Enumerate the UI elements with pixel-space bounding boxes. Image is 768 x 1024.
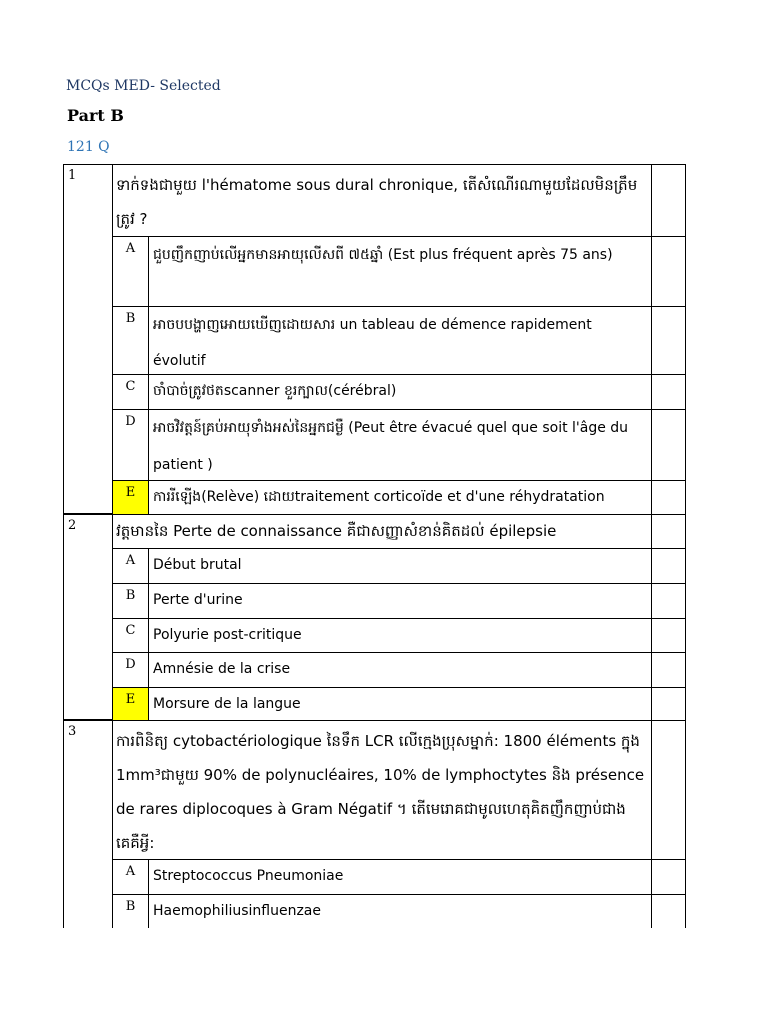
question-text: វត្តមាននៃ Perte de connaissance គឺជាសញ្ញាសំខាន់គិតដល់ épilepsie [116, 522, 557, 540]
question-number: 2 [68, 518, 77, 533]
answer-cell[interactable] [651, 306, 686, 375]
question-row [63, 514, 686, 720]
question-count: 121 Q [67, 139, 110, 155]
question-text: ទាក់ទងជាមួយ l'hématome sous dural chronique, តើសំណើរណាមួយដែលមិនត្រឹមត្រូវ ? [116, 176, 638, 228]
question-row [63, 720, 686, 928]
option-text: អាចបបង្ហាញអោយឃើញដោយសារ un tableau de démence rapidement évolutif [153, 317, 592, 369]
option-letter: E [113, 481, 149, 514]
option-letter: B [113, 584, 149, 618]
option-row[interactable] [112, 236, 652, 307]
answer-cell[interactable] [651, 720, 686, 860]
option-row[interactable] [112, 409, 652, 481]
answer-cell[interactable] [651, 480, 686, 515]
question-text-cell [112, 514, 652, 549]
answer-cell[interactable] [651, 687, 686, 721]
option-letter: A [113, 860, 149, 894]
option-text: Perte d'urine [153, 592, 243, 608]
option-row[interactable] [112, 374, 652, 410]
option-letter: D [113, 653, 149, 687]
option-row[interactable] [112, 687, 652, 721]
answer-cell[interactable] [651, 894, 686, 928]
answer-cell[interactable] [651, 618, 686, 653]
answer-cell[interactable] [651, 652, 686, 688]
answer-cell[interactable] [651, 409, 686, 481]
question-row [63, 164, 686, 514]
option-letter: B [113, 307, 149, 374]
option-text: ជួបញឹកញាប់លើអ្នកមានអាយុលើសពី ៧៥ឆ្នាំ (Est plus fréquent après 75 ans) [153, 247, 613, 263]
question-text: ការពិនិត្យ cytobactériologique នៃទឹក LCR លើក្មេងប្រុសម្នាក់: 1800 éléments ក្នុង 1mm³ជាមួយ 90% de polynucléaires, 10% de lymphoctytes និង présence de rares diplocoques à Gram Négatif ។ តើមេរោគជាមូលហេតុគិតញឹកញាប់ជាងគេគឺអ្វី: [116, 732, 645, 852]
question-text-cell [112, 164, 652, 237]
question-number: 1 [68, 168, 77, 183]
option-letter: D [113, 410, 149, 480]
answer-cell[interactable] [651, 164, 686, 237]
option-text: Streptococcus Pneumoniae [153, 868, 344, 884]
option-row[interactable] [112, 583, 652, 619]
option-text: អាចវិវត្តន៍គ្រប់អាយុទាំងអស់នៃអ្នកជម្ងឺ (Peut être évacué quel que soit l'âge du patient ) [153, 420, 629, 473]
option-letter: B [113, 895, 149, 928]
answer-cell[interactable] [651, 236, 686, 307]
option-letter: A [113, 549, 149, 583]
document-title: MCQs MED- Selected [66, 78, 221, 94]
option-text: Amnésie de la crise [153, 661, 291, 677]
question-number-cell [63, 164, 113, 514]
option-letter: A [113, 237, 149, 306]
part-heading: Part B [67, 106, 124, 125]
mcq-table [63, 164, 686, 928]
option-text: Haemophiliusinfluenzae [153, 903, 321, 919]
option-row[interactable] [112, 859, 652, 895]
option-row[interactable] [112, 548, 652, 584]
question-number: 3 [68, 724, 77, 739]
option-row[interactable] [112, 480, 652, 515]
question-number-cell [63, 720, 113, 928]
option-row[interactable] [112, 894, 652, 928]
option-text: Début brutal [153, 557, 242, 573]
option-row[interactable] [112, 618, 652, 653]
answer-cell[interactable] [651, 548, 686, 584]
answer-cell[interactable] [651, 374, 686, 410]
option-row[interactable] [112, 652, 652, 688]
question-number-cell [63, 514, 113, 720]
option-text: ចាំបាច់ត្រូវថតscanner ខួរក្បាល(cérébral) [153, 383, 397, 399]
option-text: Polyurie post-critique [153, 627, 302, 643]
option-text: Morsure de la langue [153, 696, 301, 712]
answer-cell[interactable] [651, 514, 686, 549]
answer-cell[interactable] [651, 859, 686, 895]
question-text-cell [112, 720, 652, 860]
answer-cell[interactable] [651, 583, 686, 619]
option-letter: C [113, 619, 149, 652]
option-row[interactable] [112, 306, 652, 375]
option-letter: E [113, 688, 149, 720]
option-text: ការរីឡើង(Relève) ដោយtraitement corticoïde et d'une réhydratation [153, 489, 605, 505]
option-letter: C [113, 375, 149, 409]
